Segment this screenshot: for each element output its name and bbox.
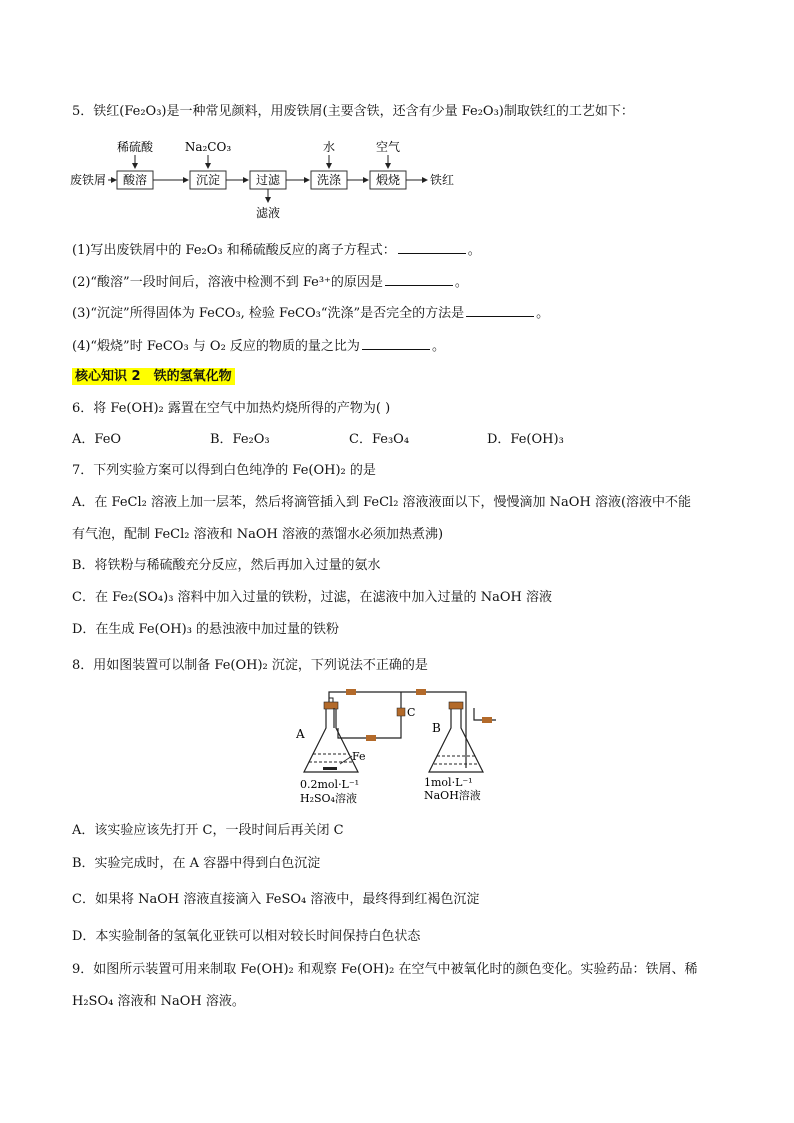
q8-option-b: B．实验完成时，在 A 容器中得到白色沉淀 <box>72 856 321 871</box>
q5-sub1: (1)写出废铁屑中的 Fe₂O₃ 和稀硫酸反应的离子方程式： 。 <box>72 243 481 258</box>
flow-step-4: 洗涤 <box>316 173 342 187</box>
q7-option-a-line2: 有气泡，配制 FeCl₂ 溶液和 NaOH 溶液的蒸馏水必须加热煮沸) <box>72 527 444 542</box>
flask-a-stopper <box>324 702 338 709</box>
flow-step-5: 煅烧 <box>375 173 401 187</box>
q7-option-d: D．在生成 Fe(OH)₃ 的悬浊液中加过量的铁粉 <box>72 622 340 637</box>
q6-option-a: A．FeO <box>72 432 122 447</box>
q8-stem: 8．用如图装置可以制备 Fe(OH)₂ 沉淀，下列说法不正确的是 <box>72 658 428 673</box>
tube-connector-4 <box>482 717 492 723</box>
flow-input-water: 水 <box>322 140 336 154</box>
q5-sub3: (3)“沉淀”所得固体为 FeCO₃, 检验 FeCO₃“洗涤”是否完全的方法是 。 <box>72 306 550 321</box>
flow-input-acid: 稀硫酸 <box>116 140 154 154</box>
label-a: A <box>296 727 305 741</box>
flow-start: 废铁屑 <box>70 173 107 187</box>
process-flow-diagram <box>70 135 470 225</box>
flow-output-filtrate: 滤液 <box>255 206 281 220</box>
answer-blank-4[interactable] <box>362 337 430 350</box>
flow-input-air: 空气 <box>375 140 401 154</box>
tube-connector-2 <box>416 689 426 695</box>
q6-option-b: B．Fe₂O₃ <box>210 432 270 447</box>
label-conc-b: 1mol·L⁻¹ <box>424 776 473 789</box>
flow-input-carbonate: Na₂CO₃ <box>184 140 232 154</box>
q5-stem: 5．铁红(Fe₂O₃)是一种常见颜料，用废铁屑(主要含铁，还含有少量 Fe₂O₃)制取铁红的工艺如下： <box>72 104 634 119</box>
flask-b <box>429 708 483 772</box>
label-fe: Fe <box>352 750 366 763</box>
label-sol-a: H₂SO₄溶液 <box>300 792 357 805</box>
q7-option-b: B．将铁粉与稀硫酸充分反应，然后再加入过量的氨水 <box>72 558 381 573</box>
flask-b-stopper <box>449 702 463 709</box>
label-sol-b: NaOH溶液 <box>424 789 481 802</box>
q7-option-c: C．在 Fe₂(SO₄)₃ 溶料中加入过量的铁粉，过滤，在滤液中加入过量的 NaOH 溶液 <box>72 590 552 605</box>
flow-step-2: 沉淀 <box>195 173 221 187</box>
q6-stem: 6．将 Fe(OH)₂ 露置在空气中加热灼烧所得的产物为( ) <box>72 401 391 416</box>
label-conc-a: 0.2mol·L⁻¹ <box>300 778 360 791</box>
section-heading: 核心知识 2 铁的氢氧化物 <box>72 368 235 386</box>
q6-option-c: C．Fe₃O₄ <box>349 432 410 447</box>
iron-pieces <box>323 767 337 770</box>
tube-connector-1 <box>346 689 356 695</box>
apparatus-diagram <box>296 688 506 808</box>
answer-blank-1[interactable] <box>398 241 466 254</box>
flow-step-1: 酸溶 <box>122 173 148 187</box>
q8-option-d: D．本实验制备的氢氧化亚铁可以相对较长时间保持白色状态 <box>72 929 421 944</box>
q5-sub2: (2)“酸溶”一段时间后，溶液中检测不到 Fe³⁺的原因是 。 <box>72 275 468 290</box>
q9-line1: 9．如图所示装置可用来制取 Fe(OH)₂ 和观察 Fe(OH)₂ 在空气中被氧化时的颜色变化。实验药品：铁屑、稀 <box>72 962 698 977</box>
flow-step-3: 过滤 <box>255 173 281 187</box>
tube-connector-3 <box>366 735 376 741</box>
q8-option-a: A．该实验应该先打开 C，一段时间后再关闭 C <box>72 823 344 838</box>
flow-end: 铁红 <box>430 173 455 187</box>
label-b: B <box>432 721 441 735</box>
q8-option-c: C．如果将 NaOH 溶液直接滴入 FeSO₄ 溶液中，最终得到红褐色沉淀 <box>72 892 480 907</box>
q6-option-d: D．Fe(OH)₃ <box>487 432 564 447</box>
q7-stem: 7．下列实验方案可以得到白色纯净的 Fe(OH)₂ 的是 <box>72 463 376 478</box>
q5-sub4: (4)“煅烧”时 FeCO₃ 与 O₂ 反应的物质的量之比为 。 <box>72 339 445 354</box>
q7-option-a-line1: A．在 FeCl₂ 溶液上加一层苯，然后将滴管插入到 FeCl₂ 溶液液面以下，慢慢滴加 NaOH 溶液(溶液中不能 <box>72 495 692 510</box>
q9-line2: H₂SO₄ 溶液和 NaOH 溶液。 <box>72 994 245 1009</box>
clamp-c <box>397 708 405 716</box>
answer-blank-2[interactable] <box>385 273 453 286</box>
label-c: C <box>407 706 416 719</box>
answer-blank-3[interactable] <box>466 304 534 317</box>
